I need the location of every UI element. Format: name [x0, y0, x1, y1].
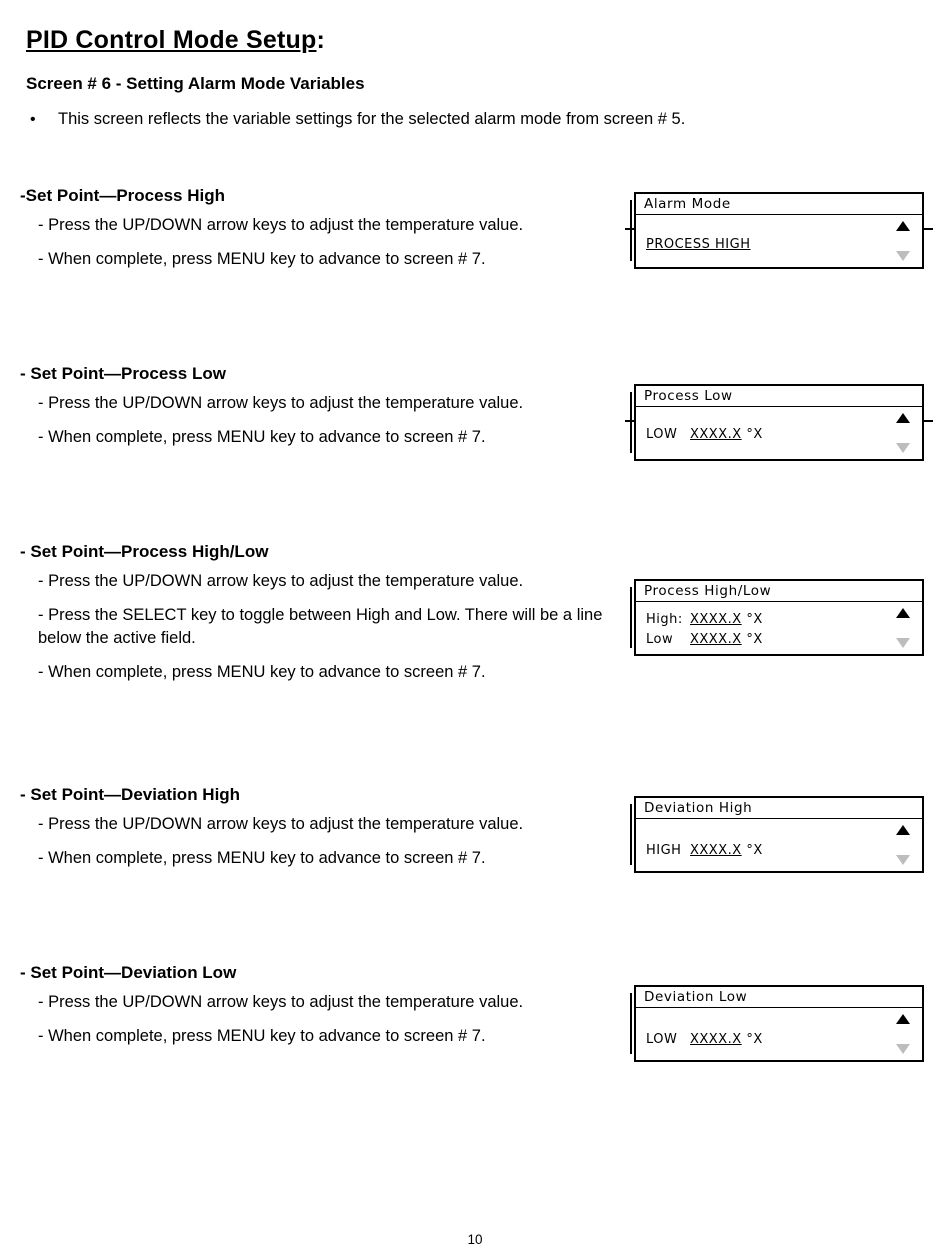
lcd-left-nub: [625, 228, 634, 230]
section-heading-prefix: -: [20, 364, 31, 383]
up-arrow-icon[interactable]: [896, 1014, 910, 1024]
section-heading-text: Set Point—Process High: [25, 186, 225, 205]
section-line: - Press the UP/DOWN arrow keys to adjust the temperature value.: [38, 572, 524, 590]
section-line: - Press the UP/DOWN arrow keys to adjust the temperature value.: [38, 993, 524, 1011]
lcd-panel-deviation-high: [634, 796, 924, 873]
section-heading: [20, 785, 614, 805]
lcd-right-nub: [924, 228, 933, 230]
section-heading: [20, 963, 614, 983]
lcd-row-value: XXXX.X: [690, 427, 742, 442]
lcd-title: Alarm Mode: [636, 194, 922, 215]
lcd-body: [636, 407, 922, 459]
bullet-icon: •: [30, 111, 36, 128]
lcd-row-value: XXXX.X: [690, 1032, 742, 1047]
lcd-row: [646, 237, 751, 252]
section-deviation-high: [20, 785, 614, 876]
lcd-row-label: HIGH: [646, 843, 682, 858]
lcd-row-label: High:: [646, 612, 683, 627]
section-heading-prefix: -: [20, 186, 26, 205]
down-arrow-icon[interactable]: [896, 251, 910, 261]
section-heading-text: Set Point—Deviation Low: [30, 963, 237, 982]
intro-bullet-text: This screen reflects the variable settings for the selected alarm mode from screen # 5.: [58, 110, 686, 128]
lcd-panel-process-low: [634, 384, 924, 461]
lcd-left-edge: [630, 392, 632, 453]
intro-bullet: [26, 110, 786, 129]
lcd-row: [646, 612, 763, 627]
lcd-left-edge: [630, 804, 632, 865]
lcd-left-edge: [630, 993, 632, 1054]
section-heading-text: Set Point—Deviation High: [30, 785, 241, 804]
section-process-high-low: [20, 542, 614, 689]
section-line: - When complete, press MENU key to advance to screen # 7.: [38, 250, 486, 269]
down-arrow-icon[interactable]: [896, 638, 910, 648]
lcd-panel-deviation-low: [634, 985, 924, 1062]
lcd-row-unit: °X: [746, 612, 763, 627]
lcd-left-nub: [625, 420, 634, 422]
section-line: - When complete, press MENU key to advance to screen # 7.: [38, 662, 486, 681]
lcd-row-unit: °X: [746, 632, 763, 647]
section-heading: [20, 542, 614, 562]
lcd-title: Deviation High: [636, 798, 922, 819]
lcd-panel-process-high-low: [634, 579, 924, 656]
section-heading: [20, 186, 614, 206]
lcd-row: [646, 632, 763, 647]
lcd-row-unit: °X: [746, 427, 763, 442]
section-heading-prefix: -: [20, 785, 31, 804]
section-line: - Press the SELECT key to toggle between High and Low. There will be a line below the active field.: [38, 606, 603, 647]
up-arrow-icon[interactable]: [896, 221, 910, 231]
lcd-title: Deviation Low: [636, 987, 922, 1008]
section-heading-prefix: -: [20, 542, 31, 561]
lcd-row-label: Low: [646, 632, 674, 647]
down-arrow-icon[interactable]: [896, 443, 910, 453]
lcd-left-edge: [630, 587, 632, 648]
section-process-high: [20, 186, 614, 277]
lcd-row: [646, 427, 763, 442]
lcd-row-value: XXXX.X: [690, 843, 742, 858]
lcd-row-value: XXXX.X: [690, 632, 742, 647]
lcd-row-label: LOW: [646, 1032, 678, 1047]
section-process-low: [20, 364, 614, 455]
section-line: - When complete, press MENU key to advance to screen # 7.: [38, 428, 486, 447]
lcd-right-nub: [924, 420, 933, 422]
lcd-title: Process Low: [636, 386, 922, 407]
up-arrow-icon[interactable]: [896, 413, 910, 423]
lcd-body: [636, 602, 922, 654]
lcd-row-label: LOW: [646, 427, 678, 442]
lcd-row: [646, 1032, 763, 1047]
lcd-left-edge: [630, 200, 632, 261]
page-title: [26, 26, 325, 55]
down-arrow-icon[interactable]: [896, 1044, 910, 1054]
section-line: - Press the UP/DOWN arrow keys to adjust the temperature value.: [38, 216, 524, 234]
page-title-text: PID Control Mode Setup: [26, 26, 317, 54]
section-line: - Press the UP/DOWN arrow keys to adjust the temperature value.: [38, 394, 524, 412]
down-arrow-icon[interactable]: [896, 855, 910, 865]
up-arrow-icon[interactable]: [896, 825, 910, 835]
section-line: - When complete, press MENU key to advance to screen # 7.: [38, 1027, 486, 1046]
lcd-body: [636, 1008, 922, 1060]
page-subtitle: Screen # 6 - Setting Alarm Mode Variables: [26, 74, 365, 93]
section-heading-text: Set Point—Process High/Low: [30, 542, 269, 561]
lcd-panel-alarm-mode: [634, 192, 924, 269]
lcd-row-value: PROCESS HIGH: [646, 237, 751, 252]
section-heading: [20, 364, 614, 384]
lcd-title: Process High/Low: [636, 581, 922, 602]
section-heading-text: Set Point—Process Low: [30, 364, 226, 383]
page-number: 10: [467, 1232, 483, 1247]
lcd-row-value: XXXX.X: [690, 612, 742, 627]
lcd-row-unit: °X: [746, 1032, 763, 1047]
up-arrow-icon[interactable]: [896, 608, 910, 618]
lcd-row: [646, 843, 763, 858]
section-line: - Press the UP/DOWN arrow keys to adjust the temperature value.: [38, 815, 524, 833]
lcd-body: [636, 215, 922, 267]
section-deviation-low: [20, 963, 614, 1054]
page-title-colon: :: [316, 26, 326, 54]
section-line: - When complete, press MENU key to advance to screen # 7.: [38, 849, 486, 868]
section-heading-prefix: -: [20, 963, 31, 982]
lcd-row-unit: °X: [746, 843, 763, 858]
lcd-body: [636, 819, 922, 871]
